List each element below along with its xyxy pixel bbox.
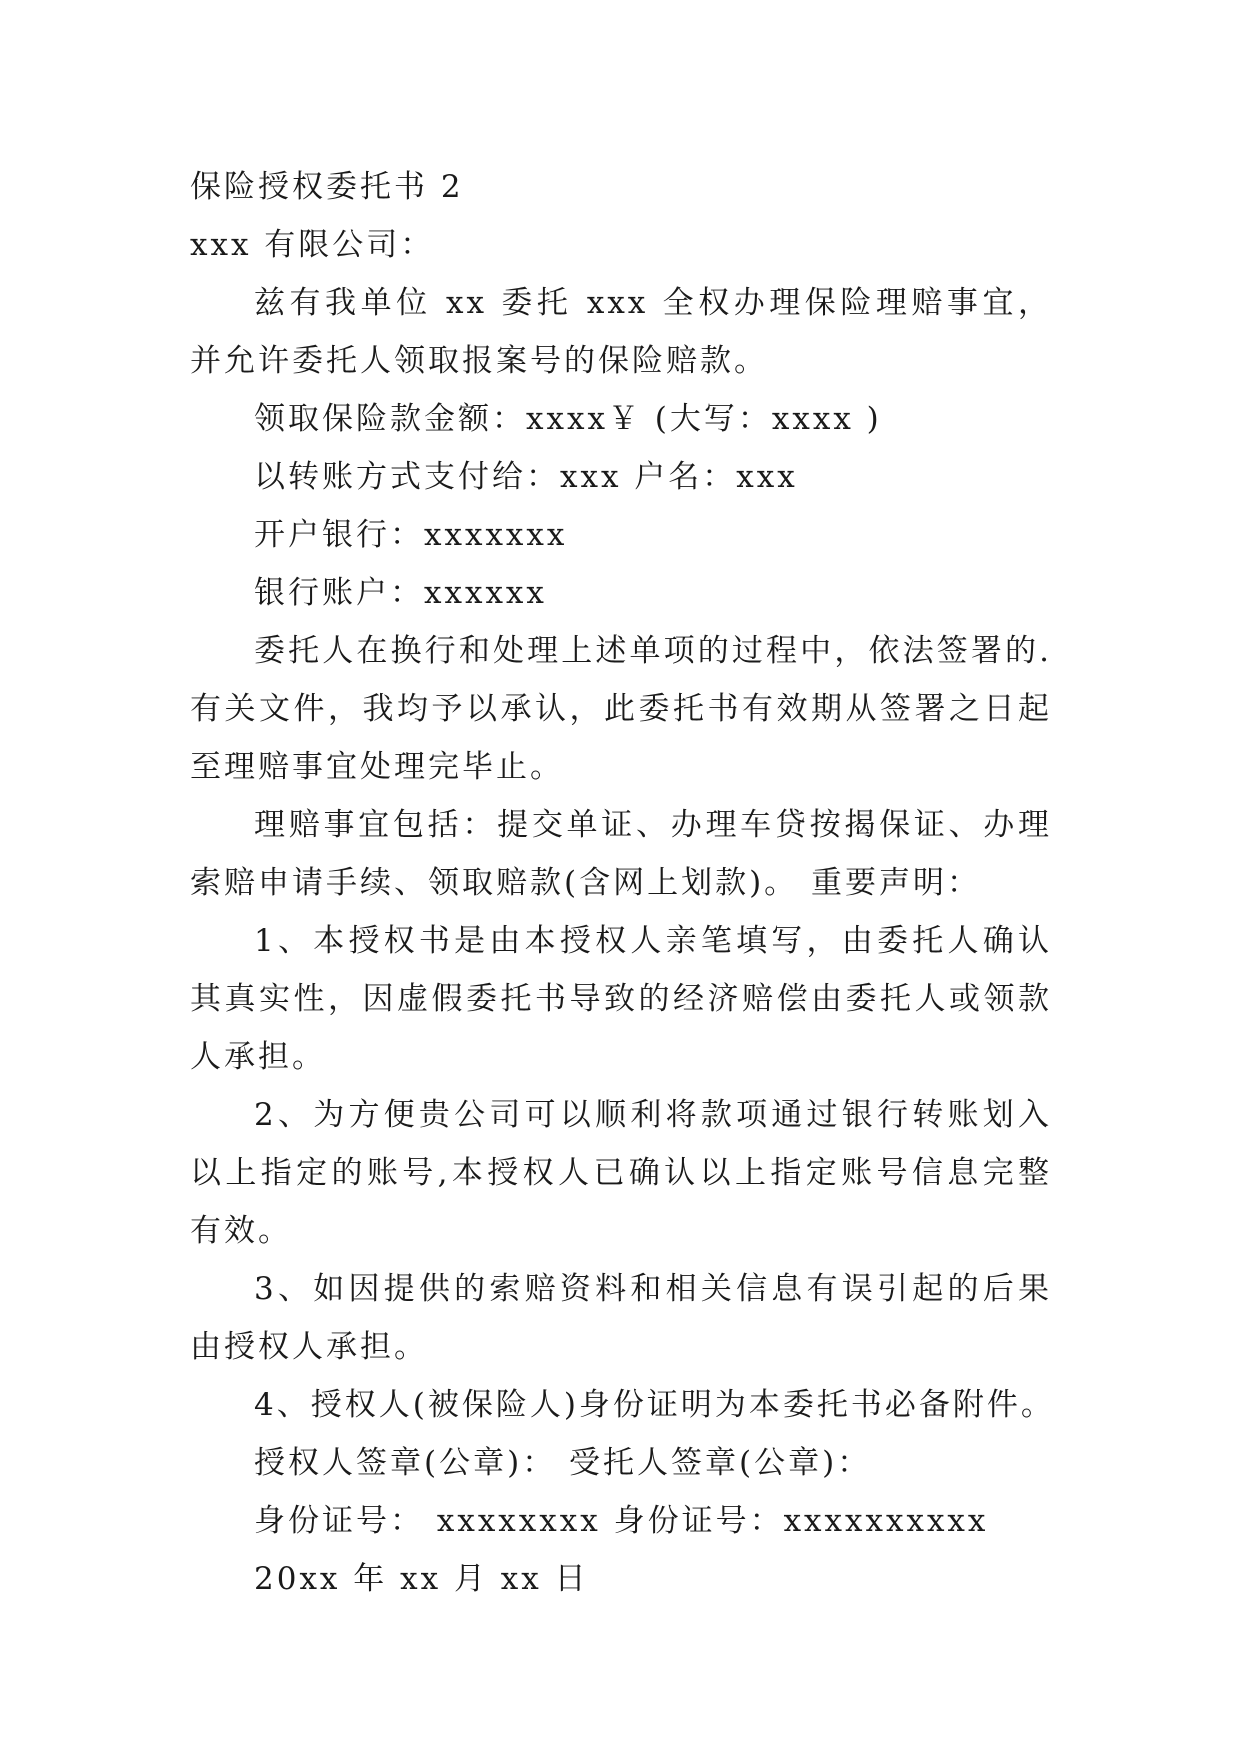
statement-1: 1、本授权书是由本授权人亲笔填写，由委托人确认其真实性，因虚假委托书导致的经济赔偿由委托人或领款人承担。 — [190, 923, 1052, 1075]
validity-paragraph: 委托人在换行和处理上述单项的过程中，依法签署的.有关文件，我均予以承认，此委托书有效期从签署之日起至理赔事宜处理完毕止。 — [190, 633, 1052, 785]
account-line: 银行账户：xxxxxx — [254, 575, 547, 611]
amount-line: 领取保险款金额：xxxx￥ (大写：xxxx ) — [254, 401, 882, 437]
document-body — [190, 158, 1055, 1608]
intro-paragraph: 兹有我单位 xx 委托 xxx 全权办理保险理赔事宜，并允许委托人领取报案号的保险赔款。 — [190, 285, 1052, 379]
id-number-line: 身份证号： xxxxxxxx 身份证号：xxxxxxxxxx — [254, 1503, 989, 1539]
payee-line: 以转账方式支付给：xxx 户名：xxx — [254, 459, 798, 495]
recipient-line: xxx 有限公司： — [190, 227, 435, 263]
statement-4: 4、授权人(被保险人)身份证明为本委托书必备附件。 — [254, 1387, 1055, 1423]
date-line: 20xx 年 xx 月 xx 日 — [254, 1561, 589, 1597]
statement-3: 3、如因提供的索赔资料和相关信息有误引起的后果由授权人承担。 — [190, 1271, 1052, 1365]
bank-line: 开户银行：xxxxxxx — [254, 517, 568, 553]
scope-paragraph: 理赔事宜包括：提交单证、办理车贷按揭保证、办理索赔申请手续、领取赔款(含网上划款)。 重要声明： — [190, 807, 1052, 901]
signature-line: 授权人签章(公章)： 受托人签章(公章)： — [254, 1445, 872, 1481]
document-title: 保险授权委托书 2 — [190, 169, 464, 205]
statement-2: 2、为方便贵公司可以顺利将款项通过银行转账划入以上指定的账号,本授权人已确认以上指定账号信息完整有效。 — [190, 1097, 1052, 1249]
